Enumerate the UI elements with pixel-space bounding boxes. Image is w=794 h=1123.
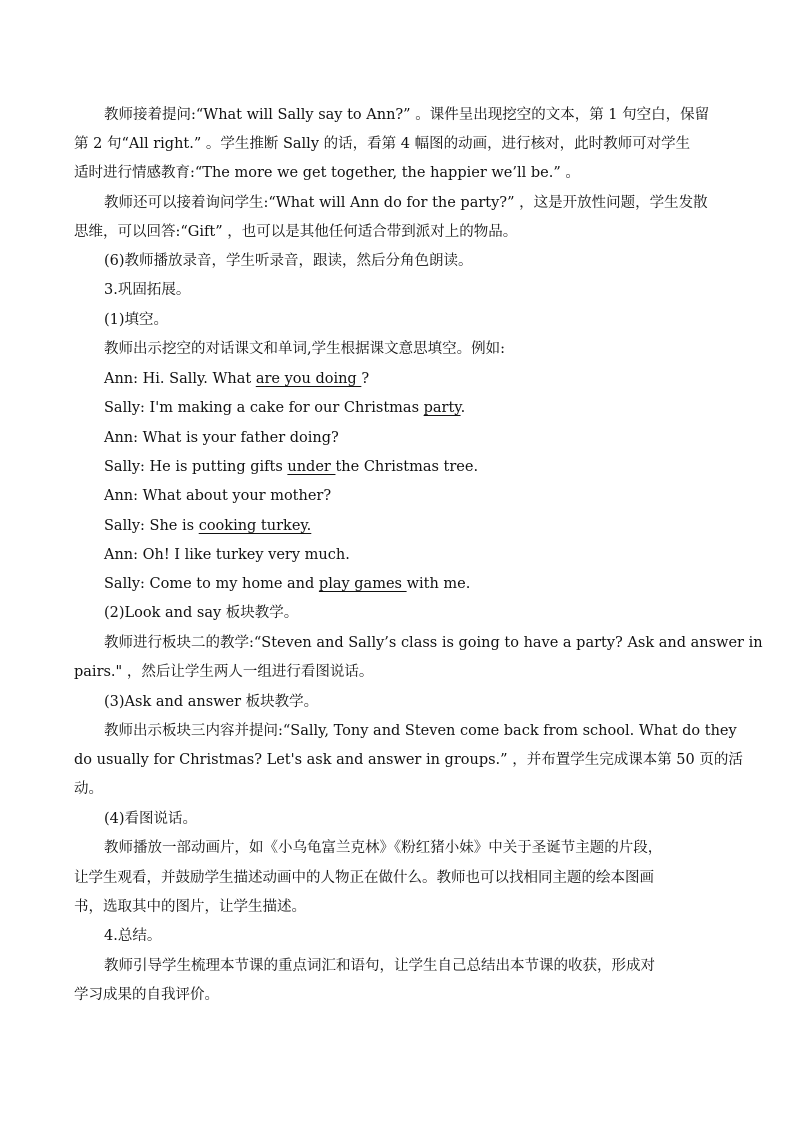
text-line: 书，选取其中的图片，让学生描述。 xyxy=(74,899,306,915)
dialogue-line: Sally: Come to my home and play games with me. xyxy=(104,576,471,592)
dialogue-line: Ann: Oh! I like turkey very much. xyxy=(104,547,350,563)
section-heading: 4.总结。 xyxy=(104,928,162,944)
text-line: 第 2 句“All right.” 。学生推断 Sally 的话，看第 4 幅图的动画，进行核对，此时教师可对学生 xyxy=(74,136,691,152)
text-line: 教师引导学生梳理本节课的重点词汇和语句，让学生自己总结出本节课的收获，形成对 xyxy=(104,958,655,974)
subsection-heading: (1)填空。 xyxy=(104,312,169,328)
text-line: do usually for Christmas? Let's ask and answer in groups.” ，并布置学生完成课本第 50 页的活 xyxy=(74,752,743,768)
text-line: 思维，可以回答:“Gift” ，也可以是其他任何适合带到派对上的物品。 xyxy=(74,224,518,240)
fill-blank: under xyxy=(287,459,336,475)
section-heading: 3.巩固拓展。 xyxy=(104,282,191,298)
subsection-heading: (2)Look and say 板块教学。 xyxy=(104,605,299,621)
dialogue-line: Ann: What is your father doing? xyxy=(104,430,339,446)
fill-blank: play games xyxy=(318,576,407,592)
text-line: 动。 xyxy=(74,781,103,797)
text-line: (6)教师播放录音，学生听录音，跟读，然后分角色朗读。 xyxy=(104,253,473,269)
fill-blank: cooking turkey. xyxy=(198,518,312,534)
text-line: pairs." ，然后让学生两人一组进行看图说话。 xyxy=(74,664,374,680)
fill-blank: are you doing xyxy=(255,371,362,387)
subsection-heading: (3)Ask and answer 板块教学。 xyxy=(104,694,319,710)
text-line: 教师进行板块二的教学:“Steven and Sally’s class is going to have a party? Ask and answer in xyxy=(104,635,763,651)
text-line: 教师接着提问:“What will Sally say to Ann?” 。课件呈出现挖空的文本，第 1 句空白，保留 xyxy=(104,107,710,123)
text-line: 教师出示板块三内容并提问:“Sally, Tony and Steven come back from school. What do they xyxy=(104,723,737,739)
text-line: 让学生观看，并鼓励学生描述动画中的人物正在做什么。教师也可以找相同主题的绘本图画 xyxy=(74,870,654,886)
fill-blank: party xyxy=(423,400,461,416)
text-line: 教师出示挖空的对话课文和单词,学生根据课文意思填空。例如: xyxy=(104,341,505,357)
dialogue-line: Sally: I'm making a cake for our Christmas party. xyxy=(104,400,466,416)
dialogue-line: Ann: What about your mother? xyxy=(104,488,332,504)
text-line: 教师播放一部动画片，如《小乌龟富兰克林》《粉红猪小妹》中关于圣诞节主题的片段， xyxy=(104,840,663,856)
dialogue-line: Sally: She is cooking turkey. xyxy=(104,518,312,534)
text-line: 教师还可以接着询问学生:“What will Ann do for the party?” ，这是开放性问题，学生发散 xyxy=(104,195,708,211)
text-line: 学习成果的自我评价。 xyxy=(74,987,219,1003)
dialogue-line: Sally: He is putting gifts under the Christmas tree. xyxy=(104,459,479,475)
dialogue-line: Ann: Hi. Sally. What are you doing ? xyxy=(104,371,370,387)
subsection-heading: (4)看图说话。 xyxy=(104,811,198,827)
text-line: 适时进行情感教育:“The more we get together, the happier we’ll be.” 。 xyxy=(74,165,580,181)
